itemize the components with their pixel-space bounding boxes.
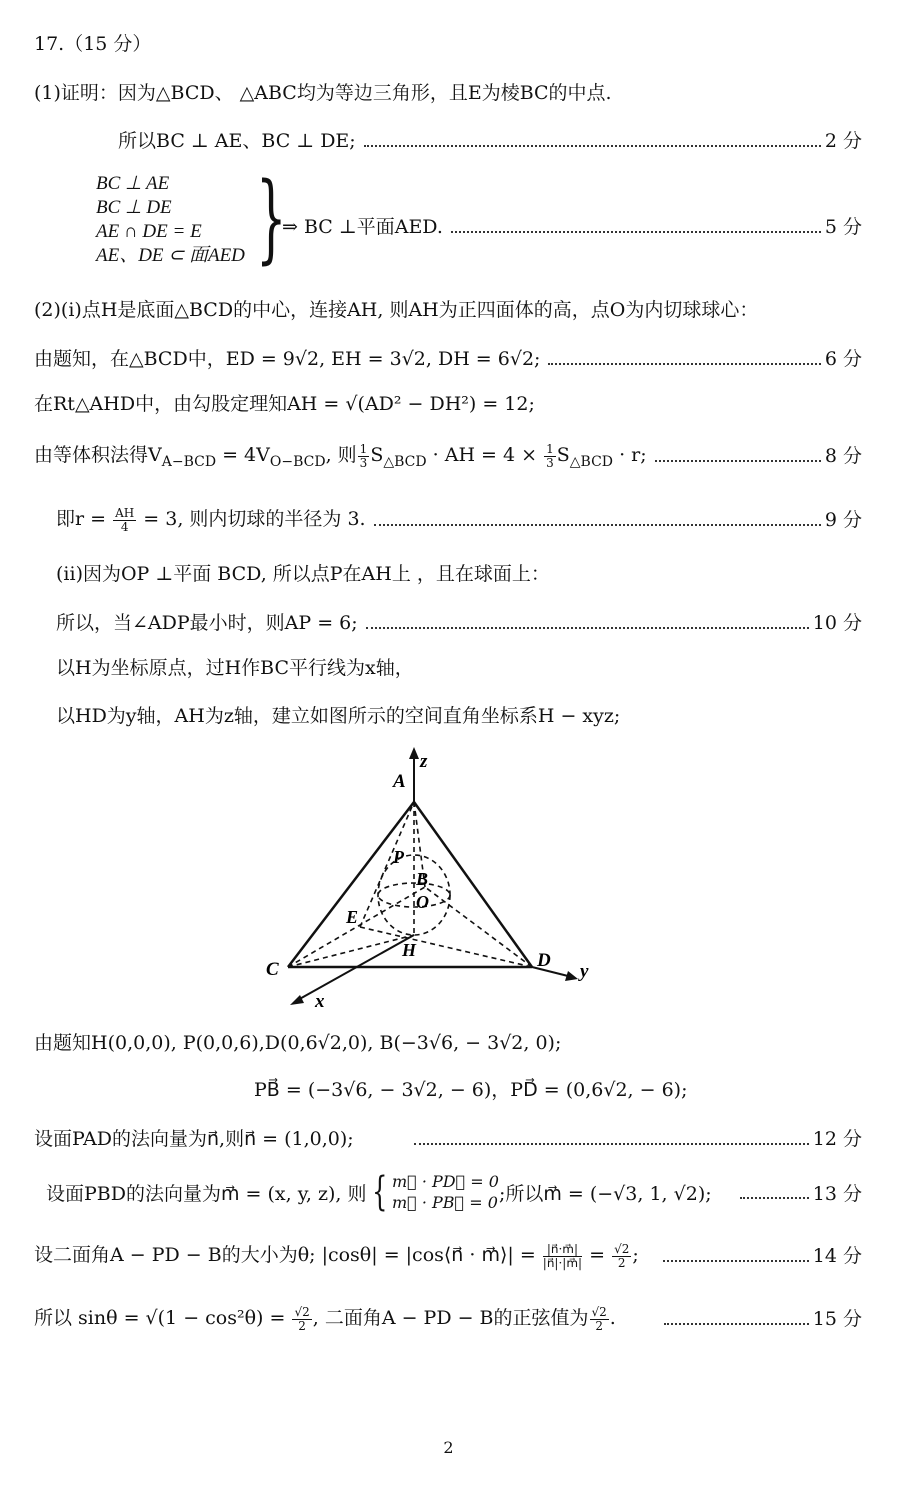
normal-m-eq2: m⃗ · PB⃗ = 0: [391, 1193, 498, 1212]
normal-n-line: [34, 1124, 862, 1151]
score-mark: 5 分: [824, 216, 862, 238]
score-mark: 6 分: [824, 348, 862, 370]
volume-text-e: · AH = 4 ×: [426, 444, 544, 466]
label-x: x: [315, 991, 325, 1012]
condition-3: AE ∩ DE = E: [96, 221, 202, 242]
frac-num: √2: [591, 1304, 607, 1319]
score-mark: 10 分: [812, 612, 862, 634]
frac-num: AH: [115, 505, 135, 520]
dot-leader: [364, 145, 821, 147]
label-O: O: [416, 892, 429, 912]
volume-sub-2: O−BCD: [269, 453, 326, 470]
y-arrow-icon: [565, 971, 578, 981]
score-mark: 9 分: [824, 509, 862, 532]
radius-text-a: 即r =: [56, 508, 113, 530]
dot-leader: [374, 524, 821, 526]
frac-den: 2: [298, 1318, 306, 1333]
part2-line6: 以H为坐标原点，过H作BC平行线为x轴，: [56, 657, 414, 679]
vectors-line: PB⃗ = (−3√6, − 3√2, − 6)，PD⃗ = (0,6√2, − 6);: [254, 1079, 688, 1101]
normal-m-eq1: m⃗ · PD⃗ = 0: [391, 1172, 499, 1191]
part2-line5-text: 所以，当∠ADP最小时，则AP = 6;: [56, 612, 358, 634]
score-mark: 12 分: [812, 1128, 862, 1150]
score-mark: 13 分: [812, 1182, 862, 1205]
condition-2: BC ⊥ DE: [96, 197, 172, 218]
dot-leader: [451, 231, 821, 233]
dot-leader: [740, 1197, 809, 1199]
frac-den: |n⃗|·|m⃗|: [542, 1255, 583, 1270]
part2-line3: [34, 440, 862, 470]
angle-text-b: =: [583, 1244, 612, 1266]
part2-line2: 在Rt△AHD中，由勾股定理知AH = √(AD² − DH²) = 12;: [34, 393, 535, 415]
final-line: [34, 1303, 862, 1333]
question-number: 17.（15 分）: [34, 33, 152, 55]
label-A: A: [393, 771, 406, 792]
segment-EA: [360, 802, 414, 927]
part2-line5: [56, 608, 862, 635]
part2-line4: [56, 504, 862, 534]
final-text-b: , 二面角A − PD − B的正弦值为: [312, 1307, 589, 1329]
final-text-a: 所以 sinθ = √(1 − cos²θ) =: [34, 1307, 292, 1329]
condition-1: BC ⊥ AE: [96, 173, 170, 194]
label-E: E: [346, 907, 359, 927]
frac-den: 2: [595, 1318, 603, 1333]
fraction-one-third-2: [544, 443, 556, 470]
label-z: z: [420, 751, 428, 772]
radius-text-b: = 3, 则内切球的半径为 3.: [137, 508, 366, 530]
condition-system: [96, 172, 245, 268]
normal-m-text-a: 设面PBD的法向量为m⃗ = (x, y, z), 则: [46, 1182, 367, 1205]
score-mark: 8 分: [824, 445, 862, 468]
score-mark: 14 分: [812, 1245, 862, 1268]
page-number: 2: [443, 1438, 454, 1457]
angle-text-a: 设二面角A − PD − B的大小为θ; |cosθ| = |cos⟨n⃗ · m⃗⟩| =: [34, 1244, 542, 1266]
frac-num: √2: [294, 1304, 310, 1319]
volume-text-d: S: [370, 444, 384, 466]
volume-text-f: S: [556, 444, 570, 466]
volume-text-b: = 4V: [216, 444, 270, 466]
z-arrow-icon: [409, 747, 419, 759]
label-P: P: [393, 847, 404, 867]
dot-leader: [548, 363, 820, 365]
frac-num: √2: [614, 1241, 630, 1256]
segment-CH: [288, 935, 414, 967]
fraction-root2-over-2: [612, 1243, 631, 1270]
normal-n-text: 设面PAD的法向量为n⃗,则n⃗ = (1,0,0);: [34, 1128, 354, 1150]
fraction-cos: [543, 1243, 582, 1270]
part1-intro: (1)证明：因为△BCD、 △ABC均为等边三角形，且E为棱BC的中点.: [34, 82, 612, 104]
volume-text-c: , 则: [325, 444, 357, 466]
frac-num: 1: [546, 441, 554, 456]
fraction-one-third: [358, 443, 370, 470]
frac-den: 3: [359, 455, 368, 470]
dot-leader: [366, 627, 809, 629]
left-brace: {: [371, 1169, 387, 1215]
volume-sub-4: △BCD: [569, 453, 614, 470]
score-mark: 2 分: [824, 130, 862, 152]
label-D: D: [537, 950, 551, 971]
tetrahedron-figure: [260, 745, 620, 1015]
volume-text-g: · r;: [613, 444, 647, 466]
frac-num: 1: [359, 441, 368, 456]
frac-den: 2: [617, 1255, 626, 1270]
frac-num: |n⃗·m⃗|: [543, 1243, 582, 1257]
part2-line7: 以HD为y轴，AH为z轴，建立如图所示的空间直角坐标系H − xyz;: [56, 705, 621, 727]
part2-intro: (2)(i)点H是底面△BCD的中心，连接AH, 则AH为正四面体的高，点O为内切球球心：: [34, 299, 759, 321]
volume-sub-3: △BCD: [383, 453, 427, 470]
part1-conclusion-text: ⇒ BC ⊥平面AED.: [282, 216, 443, 238]
label-C: C: [266, 959, 279, 980]
part2-line3-text: [34, 440, 647, 470]
angle-text-c: ;: [632, 1244, 639, 1266]
angle-text: [34, 1240, 639, 1270]
volume-text-a: 由等体积法得V: [34, 444, 162, 466]
label-B: B: [416, 869, 429, 889]
normal-m-text-b: ;所以m⃗ = (−√3, 1, √2);: [498, 1182, 712, 1205]
right-brace: }: [256, 162, 287, 274]
label-H: H: [402, 940, 417, 960]
angle-line: [34, 1240, 862, 1270]
volume-sub-1: A−BCD: [161, 453, 217, 470]
condition-4: AE、DE ⊂ 面AED: [96, 245, 245, 266]
frac-den: 4: [120, 519, 129, 534]
x-arrow-icon: [290, 995, 304, 1005]
part2-line1: [34, 344, 862, 371]
part2-line1-text: 由题知，在△BCD中，ED = 9√2, EH = 3√2, DH = 6√2;: [34, 348, 541, 370]
coords-line: 由题知H(0,0,0), P(0,0,6),D(0,6√2,0), B(−3√6, − 3√2, 0);: [34, 1032, 562, 1054]
part2-ii-intro: (ii)因为OP ⊥平面 BCD, 所以点P在AH上 ，且在球面上：: [56, 563, 550, 585]
frac-den: 3: [546, 455, 554, 470]
normal-m-line: [46, 1168, 862, 1216]
score-mark: 15 分: [812, 1308, 862, 1331]
label-y: y: [580, 961, 589, 982]
part2-line4-text: [56, 504, 366, 534]
dot-leader: [655, 460, 821, 462]
final-text-c: .: [609, 1307, 616, 1329]
normal-m-system: [392, 1171, 499, 1213]
dot-leader: [664, 1323, 809, 1325]
dot-leader: [414, 1143, 809, 1145]
fraction-ah-over-4: [113, 507, 136, 534]
final-text: [34, 1303, 616, 1333]
part1-conclusion: [282, 212, 862, 239]
part1-line1: [118, 126, 862, 153]
fraction-root2-over-2: [292, 1306, 311, 1333]
dot-leader: [663, 1260, 809, 1262]
fraction-root2-over-2-b: [590, 1306, 609, 1333]
part1-line1-text: 所以BC ⊥ AE、BC ⊥ DE;: [118, 130, 356, 152]
